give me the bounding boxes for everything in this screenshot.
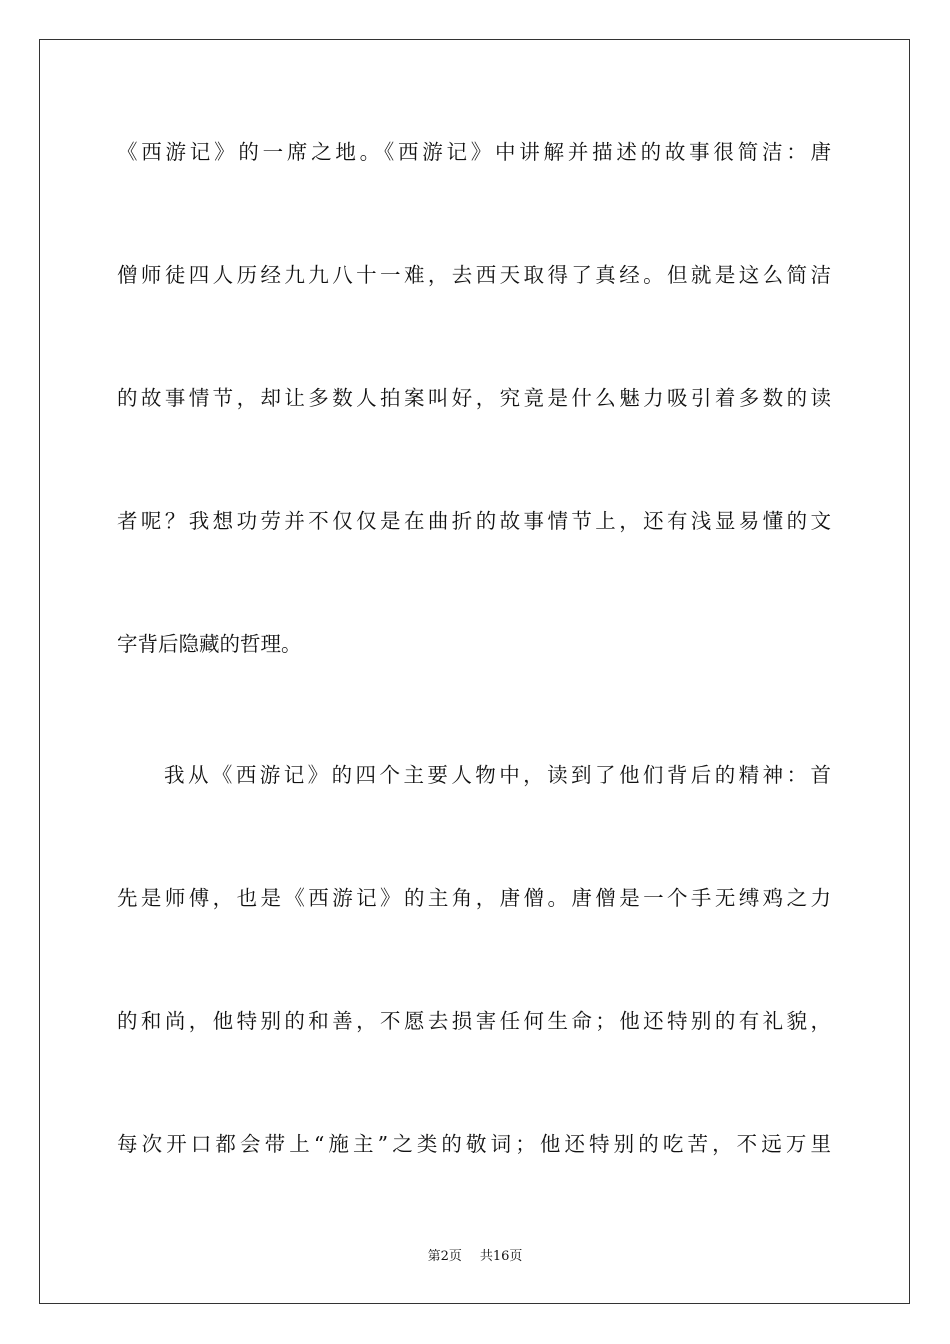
page-border — [39, 39, 910, 1304]
text-line-5: 字背后隐藏的哲理。 — [117, 632, 302, 656]
text-line-1: 《西游记》的一席之地。《西游记》中讲解并描述的故事很简洁：唐 — [117, 140, 831, 164]
total-pages: 共16页 — [479, 1249, 523, 1264]
text-line-4: 者呢？我想功劳并不仅仅是在曲折的故事情节上，还有浅显易懂的文 — [117, 509, 831, 533]
text-line-7: 先是师傅，也是《西游记》的主角，唐僧。唐僧是一个手无缚鸡之力 — [117, 886, 831, 910]
text-line-8: 的和尚，他特别的和善，不愿去损害任何生命；他还特别的有礼貌， — [117, 1009, 831, 1033]
text-line-3: 的故事情节，却让多数人拍案叫好，究竟是什么魅力吸引着多数的读 — [117, 386, 831, 410]
page-footer — [0, 1248, 950, 1266]
page-number: 第2页 — [427, 1249, 462, 1264]
text-line-6: 我从《西游记》的四个主要人物中，读到了他们背后的精神：首 — [164, 763, 831, 787]
text-line-2: 僧师徒四人历经九九八十一难，去西天取得了真经。但就是这么简洁 — [117, 263, 831, 287]
text-line-9: 每次开口都会带上“施主”之类的敬词；他还特别的吃苦，不远万里 — [117, 1132, 831, 1156]
